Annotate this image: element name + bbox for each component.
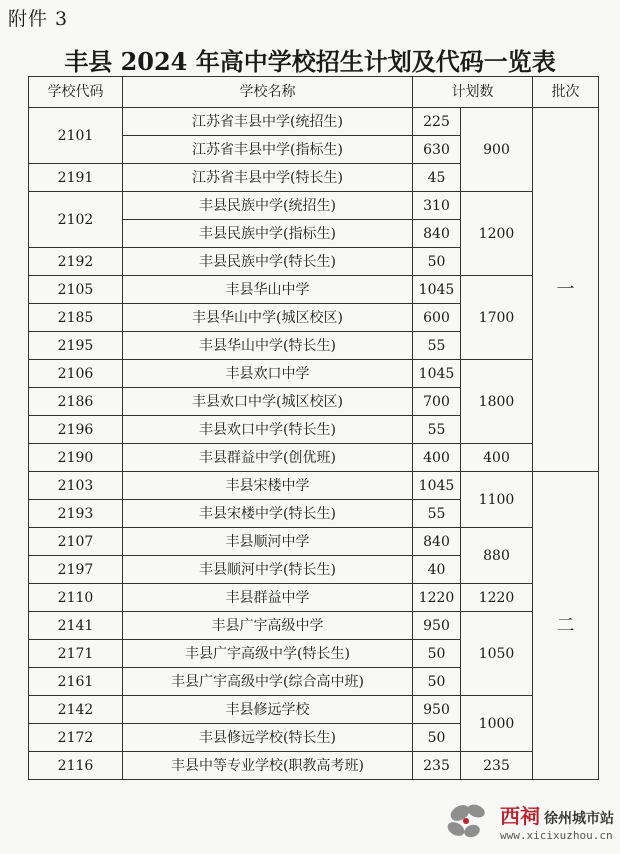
school-code-cell: 2110 xyxy=(29,584,123,612)
table-row xyxy=(29,472,599,500)
school-code-cell: 2195 xyxy=(29,332,123,360)
school-name-cell: 丰县欢口中学(特长生) xyxy=(123,416,413,444)
header-school-code: 学校代码 xyxy=(29,77,123,108)
school-code-cell: 2196 xyxy=(29,416,123,444)
plan-count-cell: 840 xyxy=(413,220,461,248)
watermark-url: www.xicixuzhou.cn xyxy=(500,829,613,842)
plan-total-cell: 1220 xyxy=(461,584,533,612)
school-name-cell: 丰县广宇高级中学(综合高中班) xyxy=(123,668,413,696)
plan-total-cell: 400 xyxy=(461,444,533,472)
site-watermark xyxy=(446,800,614,842)
plan-count-cell: 50 xyxy=(413,248,461,276)
school-code-cell: 2141 xyxy=(29,612,123,640)
flower-logo-icon xyxy=(446,801,494,841)
school-code-cell: 2101 xyxy=(29,108,123,164)
plan-count-cell: 400 xyxy=(413,444,461,472)
batch-cell: 二 xyxy=(533,472,599,780)
plan-total-cell: 880 xyxy=(461,528,533,584)
plan-count-cell: 1045 xyxy=(413,360,461,388)
school-code-cell: 2142 xyxy=(29,696,123,724)
table-row xyxy=(29,752,599,780)
plan-count-cell: 1045 xyxy=(413,472,461,500)
school-code-cell: 2191 xyxy=(29,164,123,192)
school-name-cell: 丰县顺河中学(特长生) xyxy=(123,556,413,584)
plan-total-cell: 1800 xyxy=(461,360,533,444)
plan-count-cell: 50 xyxy=(413,668,461,696)
plan-count-cell: 40 xyxy=(413,556,461,584)
school-code-cell: 2172 xyxy=(29,724,123,752)
table-row xyxy=(29,696,599,724)
school-code-cell: 2106 xyxy=(29,360,123,388)
school-name-cell: 丰县华山中学 xyxy=(123,276,413,304)
school-name-cell: 丰县华山中学(特长生) xyxy=(123,332,413,360)
plan-count-cell: 50 xyxy=(413,724,461,752)
plan-total-cell: 900 xyxy=(461,108,533,192)
plan-count-cell: 310 xyxy=(413,192,461,220)
plan-count-cell: 700 xyxy=(413,388,461,416)
school-name-cell: 丰县欢口中学 xyxy=(123,360,413,388)
school-code-cell: 2116 xyxy=(29,752,123,780)
school-name-cell: 丰县欢口中学(城区校区) xyxy=(123,388,413,416)
plan-count-cell: 235 xyxy=(413,752,461,780)
batch-cell: 一 xyxy=(533,108,599,472)
table-row xyxy=(29,612,599,640)
plan-total-cell: 235 xyxy=(461,752,533,780)
table-row xyxy=(29,360,599,388)
table-row xyxy=(29,276,599,304)
school-name-cell: 丰县群益中学(创优班) xyxy=(123,444,413,472)
school-name-cell: 丰县民族中学(统招生) xyxy=(123,192,413,220)
school-code-cell: 2171 xyxy=(29,640,123,668)
table-row xyxy=(29,192,599,220)
school-name-cell: 丰县宋楼中学(特长生) xyxy=(123,500,413,528)
school-name-cell: 江苏省丰县中学(统招生) xyxy=(123,108,413,136)
plan-count-cell: 50 xyxy=(413,640,461,668)
school-name-cell: 丰县修远学校 xyxy=(123,696,413,724)
attachment-label: 附件 3 xyxy=(8,8,69,30)
page-title: 丰县 2024 年高中学校招生计划及代码一览表 xyxy=(64,47,556,76)
school-name-cell: 丰县群益中学 xyxy=(123,584,413,612)
school-code-cell: 2105 xyxy=(29,276,123,304)
plan-total-cell: 1100 xyxy=(461,472,533,528)
plan-count-cell: 225 xyxy=(413,108,461,136)
plan-count-cell: 630 xyxy=(413,136,461,164)
plan-count-cell: 840 xyxy=(413,528,461,556)
enrollment-plan-table xyxy=(28,76,599,780)
header-batch: 批次 xyxy=(533,77,599,108)
school-code-cell: 2190 xyxy=(29,444,123,472)
table-header-row xyxy=(29,77,599,108)
table-row xyxy=(29,528,599,556)
plan-total-cell: 1000 xyxy=(461,696,533,752)
watermark-brand: 西祠 xyxy=(500,804,540,828)
school-code-cell: 2102 xyxy=(29,192,123,248)
school-code-cell: 2107 xyxy=(29,528,123,556)
school-code-cell: 2186 xyxy=(29,388,123,416)
school-code-cell: 2103 xyxy=(29,472,123,500)
school-name-cell: 丰县中等专业学校(职教高考班) xyxy=(123,752,413,780)
table-row xyxy=(29,584,599,612)
school-name-cell: 丰县修远学校(特长生) xyxy=(123,724,413,752)
school-code-cell: 2161 xyxy=(29,668,123,696)
header-school-name: 学校名称 xyxy=(123,77,413,108)
school-code-cell: 2193 xyxy=(29,500,123,528)
plan-count-cell: 600 xyxy=(413,304,461,332)
school-name-cell: 江苏省丰县中学(特长生) xyxy=(123,164,413,192)
plan-count-cell: 55 xyxy=(413,500,461,528)
school-code-cell: 2192 xyxy=(29,248,123,276)
school-name-cell: 丰县广宇高级中学 xyxy=(123,612,413,640)
school-name-cell: 丰县顺河中学 xyxy=(123,528,413,556)
watermark-city: 徐州城市站 xyxy=(544,811,614,827)
table-row xyxy=(29,444,599,472)
plan-total-cell: 1200 xyxy=(461,192,533,276)
header-plan-count: 计划数 xyxy=(413,77,533,108)
plan-count-cell: 950 xyxy=(413,696,461,724)
plan-count-cell: 950 xyxy=(413,612,461,640)
school-name-cell: 丰县民族中学(特长生) xyxy=(123,248,413,276)
table-row xyxy=(29,108,599,136)
school-code-cell: 2185 xyxy=(29,304,123,332)
school-name-cell: 丰县华山中学(城区校区) xyxy=(123,304,413,332)
school-name-cell: 丰县宋楼中学 xyxy=(123,472,413,500)
plan-count-cell: 1045 xyxy=(413,276,461,304)
plan-total-cell: 1700 xyxy=(461,276,533,360)
plan-count-cell: 45 xyxy=(413,164,461,192)
school-name-cell: 丰县民族中学(指标生) xyxy=(123,220,413,248)
plan-count-cell: 55 xyxy=(413,416,461,444)
plan-total-cell: 1050 xyxy=(461,612,533,696)
plan-count-cell: 1220 xyxy=(413,584,461,612)
plan-count-cell: 55 xyxy=(413,332,461,360)
school-code-cell: 2197 xyxy=(29,556,123,584)
school-name-cell: 丰县广宇高级中学(特长生) xyxy=(123,640,413,668)
school-name-cell: 江苏省丰县中学(指标生) xyxy=(123,136,413,164)
